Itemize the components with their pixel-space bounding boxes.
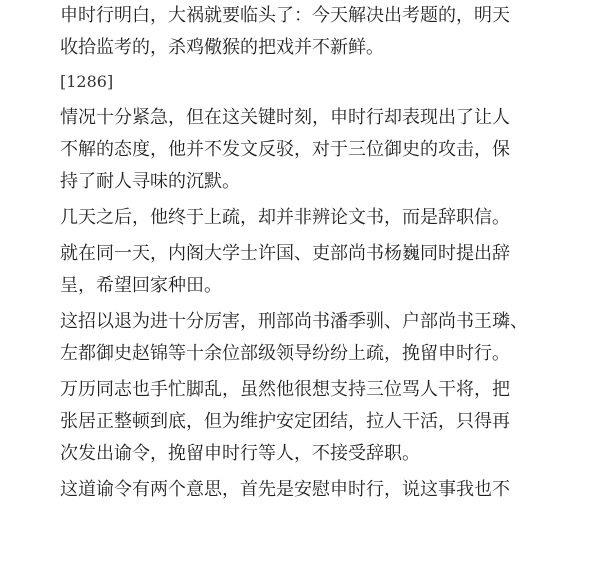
paragraph-5	[60, 306, 580, 370]
text-line: 持了耐人寻味的沉默。	[60, 171, 240, 192]
text-line: 次发出谕令，挽留申时行等人，不接受辞职。	[60, 443, 420, 464]
paragraph-1	[60, 0, 580, 64]
text-line: 呈，希望回家种田。	[60, 275, 222, 296]
document-page	[60, 0, 580, 510]
text-line: 就在同一天，内阁大学士许国、吏部尚书杨巍同时提出辞	[60, 243, 510, 264]
text-line: 这道谕令有两个意思，首先是安慰申时行，说这事我也不	[60, 479, 510, 500]
paragraph-6	[60, 374, 580, 470]
text-line: 几天之后，他终于上疏，却并非辨论文书，而是辞职信。	[60, 207, 510, 228]
text-line: 左都御史赵锦等十余位部级领导纷纷上疏，挽留申时行。	[60, 343, 510, 364]
page-number-marker: [1286]	[60, 72, 114, 91]
text-line: 不解的态度，他并不发文反驳，对于三位御史的攻击，保	[60, 139, 510, 160]
text-line: 申时行明白，大祸就要临头了：今天解决出考题的，明天	[60, 5, 510, 26]
paragraph-7	[60, 474, 580, 506]
text-line: 张居正整顿到底，但为维护安定团结，拉人干活，只得再	[60, 411, 510, 432]
text-line: 情况十分紧急，但在这关键时刻，申时行却表现出了让人	[60, 107, 510, 128]
text-line: 这招以退为进十分厉害，刑部尚书潘季驯、户部尚书王璘、	[60, 311, 528, 332]
text-line: 万历同志也手忙脚乱，虽然他很想支持三位骂人干将，把	[60, 379, 510, 400]
paragraph-4	[60, 238, 580, 302]
text-line: 收拾监考的，杀鸡儆猴的把戏并不新鲜。	[60, 37, 384, 58]
paragraph-2	[60, 102, 580, 198]
paragraph-3	[60, 202, 580, 234]
